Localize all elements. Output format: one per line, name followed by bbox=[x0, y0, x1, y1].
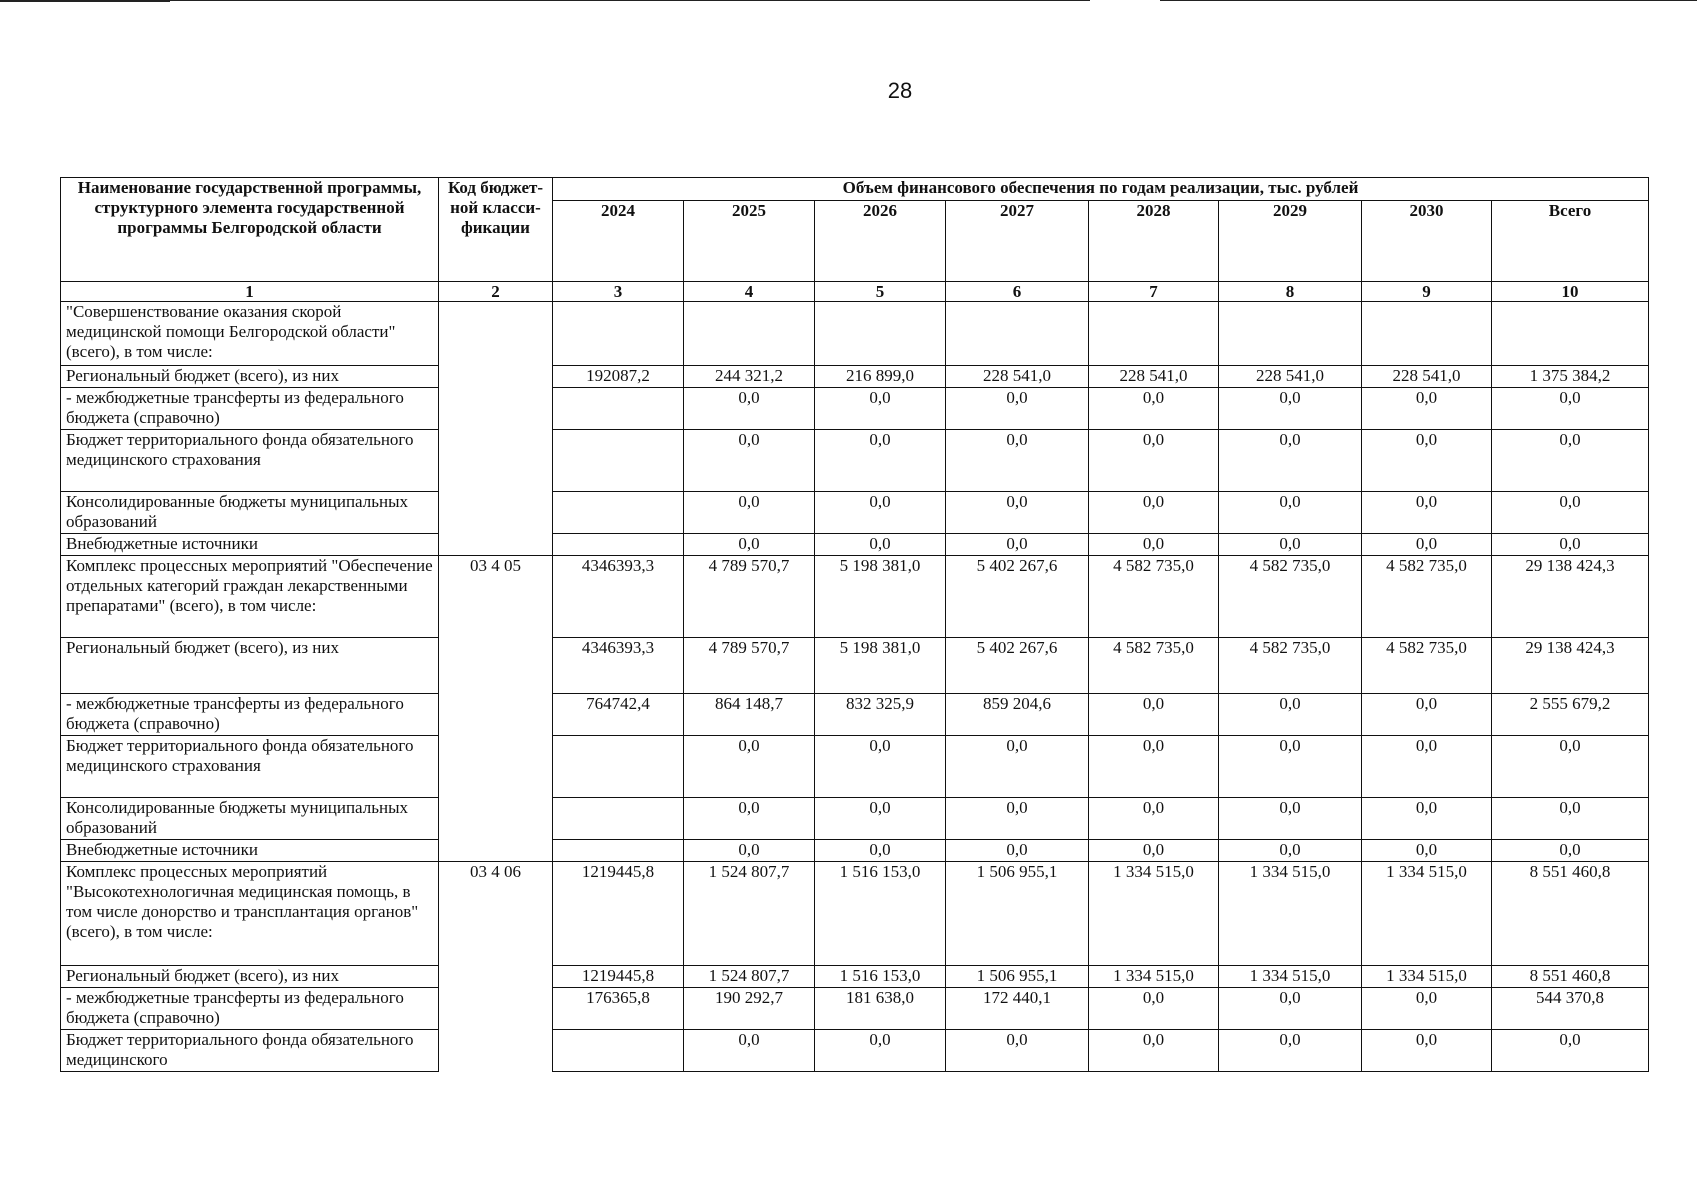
row-total: 0,0 bbox=[1492, 430, 1649, 492]
row-value: 1 334 515,0 bbox=[1219, 966, 1362, 988]
row-value: 0,0 bbox=[815, 534, 946, 556]
table-row bbox=[61, 862, 1649, 966]
row-value: 832 325,9 bbox=[815, 694, 946, 736]
top-rule-middle bbox=[170, 0, 1090, 1]
row-value: 190 292,7 bbox=[684, 988, 815, 1030]
row-value: 0,0 bbox=[946, 430, 1089, 492]
row-value: 1 334 515,0 bbox=[1219, 862, 1362, 966]
column-number: 2 bbox=[439, 282, 553, 302]
row-value: 1 516 153,0 bbox=[815, 966, 946, 988]
row-value bbox=[1362, 302, 1492, 366]
row-value: 0,0 bbox=[684, 798, 815, 840]
row-value: 1 334 515,0 bbox=[1362, 862, 1492, 966]
row-value: 0,0 bbox=[684, 534, 815, 556]
row-value: 1219445,8 bbox=[553, 862, 684, 966]
row-value: 859 204,6 bbox=[946, 694, 1089, 736]
row-value bbox=[553, 1030, 684, 1072]
row-name: - межбюджетные трансферты из федерального бюджета (справочно) bbox=[61, 388, 439, 430]
row-value: 4346393,3 bbox=[553, 556, 684, 638]
row-value: 4 582 735,0 bbox=[1089, 638, 1219, 694]
row-name: Бюджет территориального фонда обязательного медицинского страхования bbox=[61, 736, 439, 798]
column-number: 5 bbox=[815, 282, 946, 302]
row-value: 228 541,0 bbox=[1362, 366, 1492, 388]
column-number: 6 bbox=[946, 282, 1089, 302]
table-row bbox=[61, 798, 1649, 840]
table-row bbox=[61, 366, 1649, 388]
row-value bbox=[815, 302, 946, 366]
row-value: 0,0 bbox=[1219, 988, 1362, 1030]
row-value bbox=[553, 840, 684, 862]
header-year: 2026 bbox=[815, 201, 946, 282]
row-value: 176365,8 bbox=[553, 988, 684, 1030]
row-value: 0,0 bbox=[1219, 430, 1362, 492]
row-total: 1 375 384,2 bbox=[1492, 366, 1649, 388]
row-value: 0,0 bbox=[946, 798, 1089, 840]
row-code: 03 4 05 bbox=[439, 556, 553, 638]
financing-table bbox=[60, 177, 1649, 1072]
row-value: 0,0 bbox=[1219, 388, 1362, 430]
row-total: 544 370,8 bbox=[1492, 988, 1649, 1030]
row-value: 4 789 570,7 bbox=[684, 556, 815, 638]
top-rule-right bbox=[1160, 0, 1697, 1]
row-total: 0,0 bbox=[1492, 1030, 1649, 1072]
row-name: Бюджет территориального фонда обязательного медицинского страхования bbox=[61, 430, 439, 492]
row-value bbox=[553, 388, 684, 430]
row-value bbox=[1219, 302, 1362, 366]
row-code bbox=[439, 736, 553, 798]
row-value: 1 334 515,0 bbox=[1089, 862, 1219, 966]
row-value bbox=[1089, 302, 1219, 366]
row-value bbox=[684, 302, 815, 366]
row-value: 0,0 bbox=[1219, 840, 1362, 862]
row-name: Комплекс процессных мероприятий "Обеспечение отдельных категорий граждан лекарственными препаратами" (всего), в том числе: bbox=[61, 556, 439, 638]
row-value: 0,0 bbox=[684, 736, 815, 798]
row-value: 0,0 bbox=[1089, 798, 1219, 840]
row-code bbox=[439, 798, 553, 840]
row-value: 0,0 bbox=[815, 430, 946, 492]
column-number: 10 bbox=[1492, 282, 1649, 302]
row-value: 0,0 bbox=[1089, 840, 1219, 862]
row-total: 29 138 424,3 bbox=[1492, 638, 1649, 694]
table-row bbox=[61, 492, 1649, 534]
header-year: 2025 bbox=[684, 201, 815, 282]
row-value bbox=[553, 430, 684, 492]
header-code: Код бюджет-ной класси-фикации bbox=[439, 178, 553, 282]
row-value: 0,0 bbox=[815, 840, 946, 862]
row-value: 5 402 267,6 bbox=[946, 638, 1089, 694]
table-row bbox=[61, 638, 1649, 694]
row-value: 0,0 bbox=[815, 388, 946, 430]
row-value: 181 638,0 bbox=[815, 988, 946, 1030]
row-code bbox=[439, 988, 553, 1030]
row-total: 29 138 424,3 bbox=[1492, 556, 1649, 638]
table-row bbox=[61, 302, 1649, 366]
header-year: 2028 bbox=[1089, 201, 1219, 282]
row-total: 0,0 bbox=[1492, 492, 1649, 534]
column-number: 7 bbox=[1089, 282, 1219, 302]
row-name: Консолидированные бюджеты муниципальных образований bbox=[61, 492, 439, 534]
row-value: 0,0 bbox=[684, 388, 815, 430]
column-number: 3 bbox=[553, 282, 684, 302]
row-value: 0,0 bbox=[684, 430, 815, 492]
row-code: 03 4 06 bbox=[439, 862, 553, 966]
row-code bbox=[439, 840, 553, 862]
row-value: 0,0 bbox=[1219, 736, 1362, 798]
row-value: 228 541,0 bbox=[1219, 366, 1362, 388]
table-row bbox=[61, 840, 1649, 862]
row-total: 0,0 bbox=[1492, 840, 1649, 862]
row-total: 8 551 460,8 bbox=[1492, 862, 1649, 966]
row-value: 0,0 bbox=[1219, 694, 1362, 736]
page-number: 28 bbox=[887, 78, 913, 103]
column-number: 8 bbox=[1219, 282, 1362, 302]
row-total: 0,0 bbox=[1492, 798, 1649, 840]
header-group: Объем финансового обеспечения по годам реализации, тыс. рублей bbox=[553, 178, 1649, 201]
row-value: 0,0 bbox=[946, 840, 1089, 862]
row-value: 228 541,0 bbox=[946, 366, 1089, 388]
table-row bbox=[61, 736, 1649, 798]
header-year: 2029 bbox=[1219, 201, 1362, 282]
row-value: 1 506 955,1 bbox=[946, 966, 1089, 988]
row-value: 0,0 bbox=[815, 492, 946, 534]
row-name: - межбюджетные трансферты из федерального бюджета (справочно) bbox=[61, 694, 439, 736]
row-total: 0,0 bbox=[1492, 388, 1649, 430]
table-row bbox=[61, 430, 1649, 492]
row-value: 5 402 267,6 bbox=[946, 556, 1089, 638]
row-value: 0,0 bbox=[946, 736, 1089, 798]
row-code bbox=[439, 694, 553, 736]
row-value: 4 582 735,0 bbox=[1089, 556, 1219, 638]
row-value bbox=[553, 798, 684, 840]
column-number: 1 bbox=[61, 282, 439, 302]
row-value: 4 582 735,0 bbox=[1219, 556, 1362, 638]
row-code bbox=[439, 534, 553, 556]
row-total: 2 555 679,2 bbox=[1492, 694, 1649, 736]
row-value bbox=[553, 534, 684, 556]
row-value: 1 506 955,1 bbox=[946, 862, 1089, 966]
row-value: 0,0 bbox=[1219, 798, 1362, 840]
row-value: 0,0 bbox=[1362, 840, 1492, 862]
row-code bbox=[439, 1030, 553, 1072]
row-value: 0,0 bbox=[1362, 798, 1492, 840]
row-total: 8 551 460,8 bbox=[1492, 966, 1649, 988]
header-total: Всего bbox=[1492, 201, 1649, 282]
row-value: 4346393,3 bbox=[553, 638, 684, 694]
row-total bbox=[1492, 302, 1649, 366]
row-value: 4 789 570,7 bbox=[684, 638, 815, 694]
row-value: 0,0 bbox=[684, 1030, 815, 1072]
row-value: 0,0 bbox=[1089, 534, 1219, 556]
row-name: "Совершенствование оказания скорой медицинской помощи Белгородской области" (всего), в том числе: bbox=[61, 302, 439, 366]
row-value bbox=[946, 302, 1089, 366]
row-value: 0,0 bbox=[684, 492, 815, 534]
row-value bbox=[553, 302, 684, 366]
row-value: 172 440,1 bbox=[946, 988, 1089, 1030]
row-name: Региональный бюджет (всего), из них bbox=[61, 966, 439, 988]
column-number: 9 bbox=[1362, 282, 1492, 302]
row-value: 0,0 bbox=[815, 798, 946, 840]
row-value: 0,0 bbox=[1219, 492, 1362, 534]
header-name: Наименование государственной программы, структурного элемента государственной программы Белгородской области bbox=[61, 178, 439, 282]
row-value: 0,0 bbox=[1089, 492, 1219, 534]
row-value: 0,0 bbox=[1362, 388, 1492, 430]
row-value: 4 582 735,0 bbox=[1362, 556, 1492, 638]
row-value: 1 524 807,7 bbox=[684, 862, 815, 966]
row-value: 0,0 bbox=[815, 1030, 946, 1072]
row-value: 0,0 bbox=[1219, 1030, 1362, 1072]
row-value: 0,0 bbox=[1362, 736, 1492, 798]
table-row bbox=[61, 388, 1649, 430]
row-value: 0,0 bbox=[1362, 988, 1492, 1030]
row-name: Бюджет территориального фонда обязательного медицинского bbox=[61, 1030, 439, 1072]
row-value: 228 541,0 bbox=[1089, 366, 1219, 388]
row-value: 1219445,8 bbox=[553, 966, 684, 988]
row-value: 1 524 807,7 bbox=[684, 966, 815, 988]
row-value: 0,0 bbox=[1362, 492, 1492, 534]
row-value: 5 198 381,0 bbox=[815, 556, 946, 638]
row-value: 0,0 bbox=[1362, 430, 1492, 492]
row-name: Консолидированные бюджеты муниципальных образований bbox=[61, 798, 439, 840]
table-row bbox=[61, 966, 1649, 988]
row-value: 0,0 bbox=[1362, 1030, 1492, 1072]
row-value: 1 516 153,0 bbox=[815, 862, 946, 966]
header-year: 2030 bbox=[1362, 201, 1492, 282]
row-name: Региональный бюджет (всего), из них bbox=[61, 366, 439, 388]
table-row bbox=[61, 556, 1649, 638]
column-number: 4 bbox=[684, 282, 815, 302]
row-value: 0,0 bbox=[1089, 736, 1219, 798]
row-value: 0,0 bbox=[684, 840, 815, 862]
row-value: 0,0 bbox=[1089, 1030, 1219, 1072]
table-row bbox=[61, 988, 1649, 1030]
row-value: 0,0 bbox=[946, 388, 1089, 430]
row-value: 0,0 bbox=[1219, 534, 1362, 556]
row-name: Региональный бюджет (всего), из них bbox=[61, 638, 439, 694]
row-total: 0,0 bbox=[1492, 534, 1649, 556]
row-value bbox=[553, 736, 684, 798]
row-code bbox=[439, 388, 553, 430]
row-code bbox=[439, 966, 553, 988]
header-year: 2024 bbox=[553, 201, 684, 282]
row-code bbox=[439, 366, 553, 388]
row-value: 0,0 bbox=[815, 736, 946, 798]
row-total: 0,0 bbox=[1492, 736, 1649, 798]
top-rule-left bbox=[0, 0, 170, 2]
row-value: 192087,2 bbox=[553, 366, 684, 388]
column-number-row bbox=[61, 282, 1649, 302]
row-value: 0,0 bbox=[1362, 534, 1492, 556]
row-value: 0,0 bbox=[946, 534, 1089, 556]
row-code bbox=[439, 302, 553, 366]
row-value bbox=[553, 492, 684, 534]
row-name: - межбюджетные трансферты из федерального бюджета (справочно) bbox=[61, 988, 439, 1030]
row-name: Внебюджетные источники bbox=[61, 840, 439, 862]
row-value: 0,0 bbox=[1089, 694, 1219, 736]
row-code bbox=[439, 638, 553, 694]
row-value: 4 582 735,0 bbox=[1219, 638, 1362, 694]
row-value: 5 198 381,0 bbox=[815, 638, 946, 694]
row-name: Внебюджетные источники bbox=[61, 534, 439, 556]
table-row bbox=[61, 694, 1649, 736]
row-value: 216 899,0 bbox=[815, 366, 946, 388]
table-row bbox=[61, 1030, 1649, 1072]
row-value: 864 148,7 bbox=[684, 694, 815, 736]
row-value: 764742,4 bbox=[553, 694, 684, 736]
row-value: 0,0 bbox=[1089, 430, 1219, 492]
row-value: 0,0 bbox=[946, 492, 1089, 534]
header-year: 2027 bbox=[946, 201, 1089, 282]
row-value: 1 334 515,0 bbox=[1089, 966, 1219, 988]
row-value: 4 582 735,0 bbox=[1362, 638, 1492, 694]
row-value: 0,0 bbox=[1089, 388, 1219, 430]
row-code bbox=[439, 492, 553, 534]
row-value: 244 321,2 bbox=[684, 366, 815, 388]
table-body bbox=[61, 302, 1649, 1072]
row-code bbox=[439, 430, 553, 492]
row-value: 0,0 bbox=[1089, 988, 1219, 1030]
row-value: 0,0 bbox=[1362, 694, 1492, 736]
row-value: 1 334 515,0 bbox=[1362, 966, 1492, 988]
row-name: Комплекс процессных мероприятий "Высокотехнологичная медицинская помощь, в том числе донорство и трансплантация органов" (всего), в том числе: bbox=[61, 862, 439, 966]
row-value: 0,0 bbox=[946, 1030, 1089, 1072]
table-row bbox=[61, 534, 1649, 556]
header-row-1 bbox=[61, 178, 1649, 201]
